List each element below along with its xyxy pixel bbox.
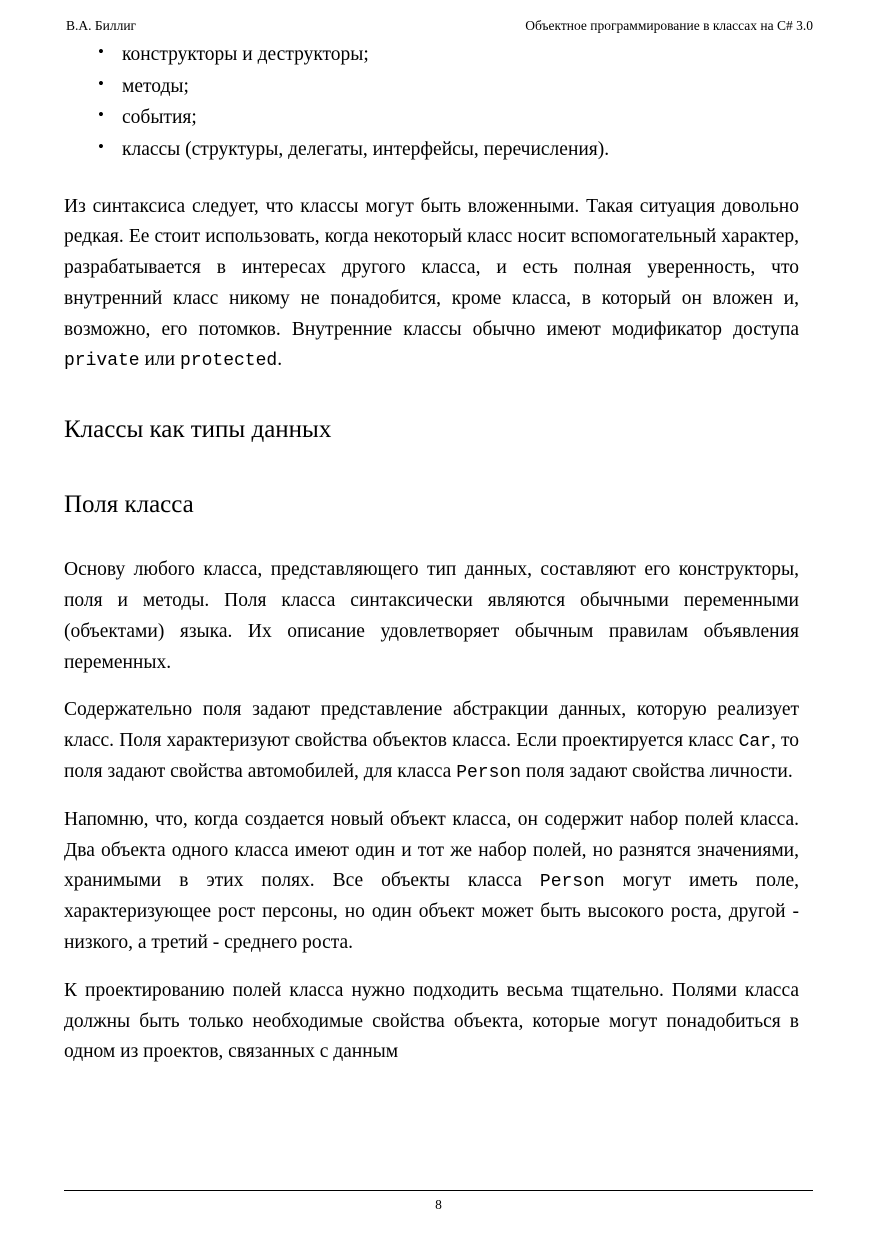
- running-head-title: Объектное программирование в классах на C# 3.0: [525, 18, 813, 33]
- paragraph-text: Из синтаксиса следует, что классы могут быть вложенными. Такая ситуация довольно редкая. Ее стоит использовать, когда некоторый класс носит вспомогательный характер, разрабатывается в интересах другого класса, и есть полная уверенность, что внутренний класс никому не понадобится, кроме класса, в который он вложен и, возможно, его потомков. Внутренние классы обычно имеют модификатор доступа: [64, 195, 799, 340]
- paragraph-text: или: [139, 349, 180, 371]
- paragraph-nested-classes: [64, 192, 799, 377]
- page-number: 8: [435, 1197, 442, 1212]
- paragraph-text: Содержательно поля задают представление абстракции данных, которую реализует класс. Поля характеризуют свойства объектов класса. Если проектируется класс: [64, 699, 799, 752]
- list-item: • события;: [64, 103, 799, 133]
- paragraph-fields-meaning: [64, 695, 799, 787]
- paragraph-text: могут иметь поле, характеризующее рост персоны, но один объект может быть высокого роста, другой - низкого, а третий - среднего роста.: [64, 870, 799, 954]
- running-head: [40, 18, 837, 34]
- page-footer: [64, 1190, 813, 1213]
- paragraph-text: Напомню, что, когда создается новый объект класса, он содержит набор полей класса. Два объекта одного класса имеют один и тот же набор полей, но разнятся значениями, хранимыми в этих полях. Все объекты класса: [64, 808, 799, 892]
- section-heading: Классы как типы данных: [64, 416, 332, 444]
- paragraph-text: поля задают свойства личности.: [521, 761, 793, 783]
- page-content: [40, 40, 837, 1068]
- subsection-heading: Поля класса: [64, 490, 194, 518]
- code-private: private: [64, 351, 140, 372]
- list-item: • методы;: [64, 72, 799, 102]
- paragraph-text: , то поля задают свойства автомобилей, для класса: [64, 730, 800, 783]
- code-person: Person: [456, 763, 522, 784]
- bullet-list: [64, 40, 799, 165]
- paragraph-class-basis: Основу любого класса, представляющего тип данных, составляют его конструкторы, поля и методы. Поля класса синтаксически являются обычными переменными (объектами) языка. Их описание удовлетворяет обычным правилам объявления переменных.: [64, 559, 799, 673]
- list-item: • классы (структуры, делегаты, интерфейсы, перечисления).: [64, 135, 799, 165]
- list-item: • конструкторы и деструкторы;: [64, 40, 799, 70]
- code-car: Car: [738, 732, 771, 753]
- code-protected: protected: [179, 351, 278, 372]
- paragraph-field-design: К проектированию полей класса нужно подходить весьма тщательно. Полями класса должны быть только необходимые свойства объекта, которые могут понадобиться в одном из проектов, связанных с данным: [64, 979, 799, 1063]
- code-person-2: Person: [539, 872, 605, 893]
- footer-divider: [64, 1190, 813, 1191]
- running-head-author: В.А. Биллиг: [66, 18, 137, 33]
- paragraph-text: .: [277, 349, 283, 371]
- paragraph-object-fields: [64, 805, 799, 959]
